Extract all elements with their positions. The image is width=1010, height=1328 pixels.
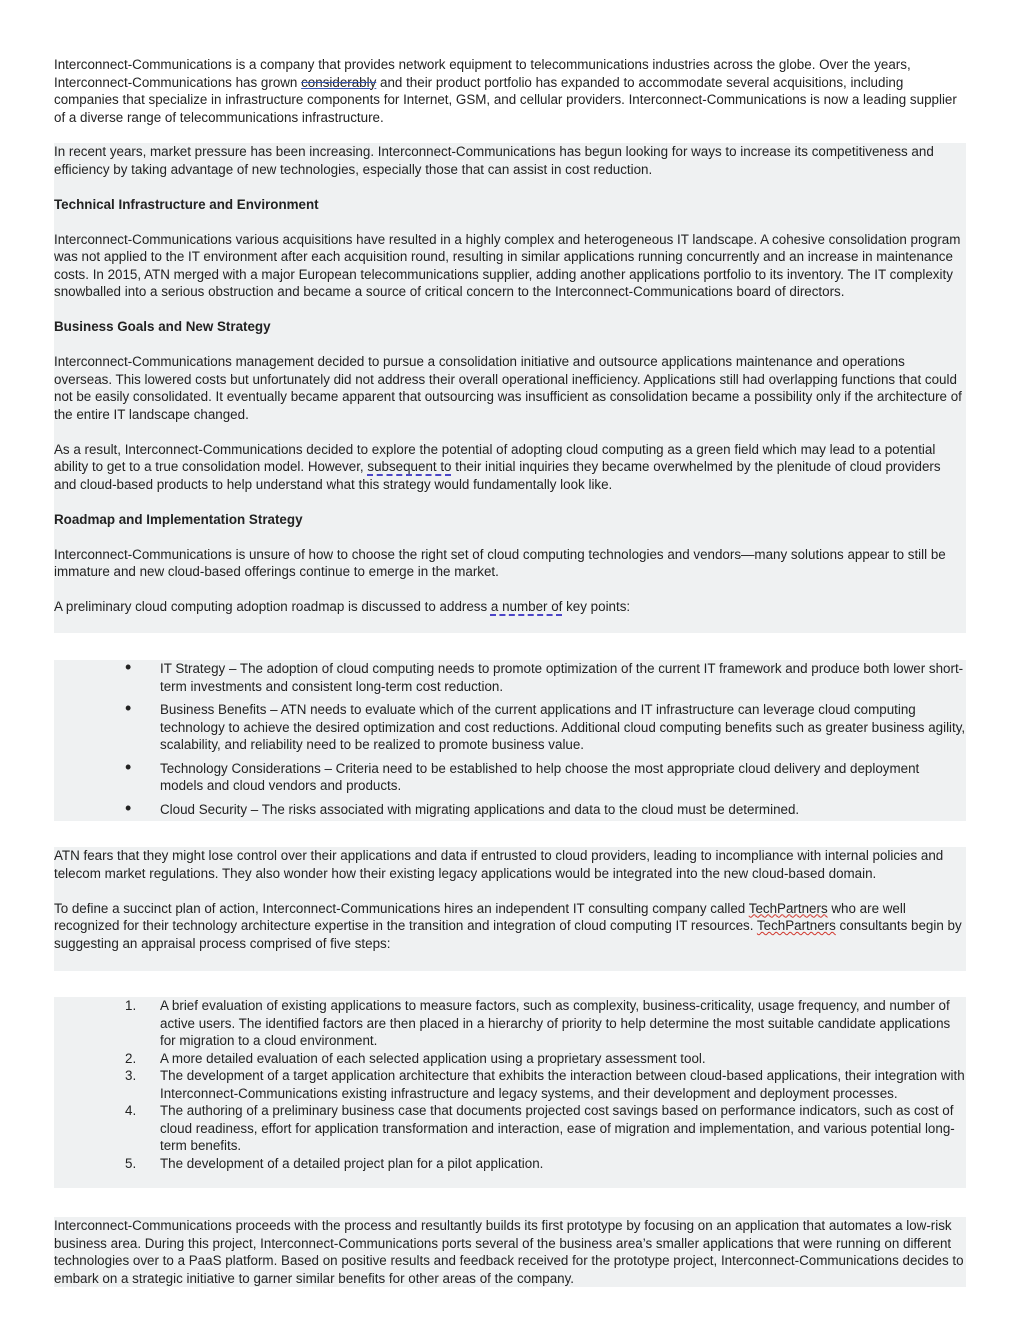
goals-paragraph-1: Interconnect-Communications management decided to pursue a consolidation initiative and outsource applications maintenance and operations overseas. This lowered costs but unfortunately did not address their overall operational inefficiency. Applications still had overlapping functions that could not be easily consolidated. It eventually became apparent that outsourcing was insufficient as consolidation became a possibility only if the architecture of the entire IT landscape changed. bbox=[54, 354, 962, 422]
list-item bbox=[54, 1067, 966, 1102]
grammar-suggestion[interactable]: a number of bbox=[490, 599, 563, 614]
step-number: 1. bbox=[125, 998, 137, 1013]
goals-text-a: As a result, Interconnect-Communications decided to explore the potential of adopting cloud computing as a green field which may lead to a potential ability to get to a true consolidation model. However, bbox=[54, 441, 936, 474]
bullet-icon: • bbox=[125, 698, 132, 718]
steps-list bbox=[54, 997, 966, 1172]
list-item bbox=[54, 1155, 966, 1173]
closing-section bbox=[54, 1217, 966, 1287]
spelling-error[interactable]: TechPartners bbox=[756, 918, 836, 933]
list-item bbox=[54, 1050, 966, 1068]
roadmap-text-b: key points: bbox=[562, 599, 631, 614]
bullet-icon: • bbox=[125, 797, 132, 818]
bullet-icon: • bbox=[125, 657, 132, 677]
concerns-text-b: who are well recognized for their technology architecture expertise in the transition and integration of cloud computing IT resources. bbox=[54, 900, 906, 933]
roadmap-paragraph-2 bbox=[54, 598, 966, 616]
list-item bbox=[54, 756, 966, 795]
step-number: 4. bbox=[125, 1103, 137, 1118]
goals-text-b: their initial inquiries they became overwhelmed by the plenitude of cloud providers and cloud-based products to help understand what this strategy would fundamentally look like. bbox=[54, 459, 941, 492]
grammar-suggestion[interactable]: subsequent to bbox=[367, 459, 452, 474]
list-item bbox=[54, 698, 966, 754]
bullet-icon: • bbox=[125, 756, 132, 777]
roadmap-paragraph-1: Interconnect-Communications is unsure of how to choose the right set of cloud computing technologies and vendors—many solutions appear to still be immature and new cloud-based offerings continue to emerge in the market. bbox=[54, 546, 946, 579]
step-number: 3. bbox=[125, 1068, 137, 1083]
technical-paragraph: Interconnect-Communications various acquisitions have resulted in a highly complex and heterogeneous IT landscape. A cohesive consolidation program was not applied to the IT environment after each acquisition round, resulting in similar applications running concurrently and an increase in maintenance costs. In 2015, ATN merged with a major European telecommunications supplier, adding another applications portfolio to its inventory. The IT complexity snowballed into a serious obstruction and became a source of critical concern to the Interconnect-Communications board of directors. bbox=[54, 231, 961, 299]
concerns-section bbox=[54, 847, 966, 971]
list-item-text: A brief evaluation of existing applications to measure factors, such as complexity, business-criticality, usage frequency, and number of active users. The identified factors are then placed in a hierarchy of priority to help determine the most suitable candidate applications for migration to a cloud environment. bbox=[160, 998, 951, 1048]
list-item-text: Technology Considerations – Criteria need to be established to help choose the most appropriate cloud delivery and deployment models and cloud vendors and products. bbox=[160, 760, 920, 793]
heading-business-goals: Business Goals and New Strategy bbox=[54, 319, 271, 334]
key-points-section bbox=[54, 657, 966, 821]
concerns-paragraph-1: ATN fears that they might lose control over their applications and data if entrusted to cloud providers, leading to incompliance with internal policies and telecom market regulations. They also wonder how their existing legacy applications would be integrated into the new cloud-based domain. bbox=[54, 848, 944, 881]
intro-paragraph-1 bbox=[54, 56, 966, 126]
main-section bbox=[54, 143, 966, 633]
list-item bbox=[54, 797, 966, 819]
concerns-paragraph-2 bbox=[54, 900, 966, 953]
list-item-text: The development of a detailed project plan for a pilot application. bbox=[160, 1155, 544, 1171]
list-item-text: Business Benefits – ATN needs to evaluate which of the current applications and IT infrastructure can leverage cloud computing technology to achieve the desired optimization and cost reductions. Additional cloud computing benefits such as greater business agility, scalability, and reliability need to be realized to promote business value. bbox=[160, 702, 966, 752]
list-item-text: A more detailed evaluation of each selected application using a proprietary assessment tool. bbox=[160, 1050, 706, 1066]
heading-technical-infrastructure: Technical Infrastructure and Environment bbox=[54, 196, 319, 212]
step-number: 2. bbox=[125, 1050, 137, 1066]
key-points-list bbox=[54, 657, 966, 818]
spelling-error[interactable]: TechPartners bbox=[748, 900, 828, 916]
list-item bbox=[54, 997, 966, 1050]
concerns-text-a: To define a succinct plan of action, Interconnect-Communications hires an independent IT consulting company called bbox=[54, 900, 749, 916]
list-item-text: Cloud Security – The risks associated with migrating applications and data to the cloud must be determined. bbox=[160, 801, 800, 817]
concerns-text-c: consultants begin by suggesting an appraisal process comprised of five steps: bbox=[54, 918, 962, 951]
step-number: 5. bbox=[125, 1155, 137, 1171]
list-item bbox=[54, 1102, 966, 1155]
list-item-text: The authoring of a preliminary business case that documents projected cost savings based on performance indicators, such as cost of cloud readiness, effort for application transformation and interaction, ease of migration and implementation, and various potential long-term benefits. bbox=[160, 1103, 955, 1153]
intro-paragraph-2: In recent years, market pressure has been increasing. Interconnect-Communications has begun looking for ways to increase its competitiveness and efficiency by taking advantage of new technologies, especially those that can assist in cost reduction. bbox=[54, 144, 934, 177]
intro-text-a: Interconnect-Communications is a company that provides network equipment to telecommunications industries across the globe. Over the years, Interconnect-Communications has grown bbox=[54, 57, 911, 90]
heading-roadmap: Roadmap and Implementation Strategy bbox=[54, 511, 303, 527]
list-item bbox=[54, 657, 966, 695]
intro-text-b: and their product portfolio has expanded to accommodate several acquisitions, including companies that specialize in infrastructure components for Internet, GSM, and cellular providers. Interconnect-Communications is now a leading supplier of a diverse range of telecommunications infrastructure. bbox=[54, 74, 957, 125]
closing-paragraph: Interconnect-Communications proceeds with the process and resultantly builds its first prototype by focusing on an application that automates a low-risk business area. During this project, Interconnect-Communications ports several of the business area’s smaller applications that were running on different technologies over to a PaaS platform. Based on positive results and feedback received for the prototype project, Interconnect-Communications decides to embark on a strategic initiative to garner similar benefits for other areas of the company. bbox=[54, 1218, 964, 1286]
list-item-text: IT Strategy – The adoption of cloud computing needs to promote optimization of the current IT framework and produce both lower short-term investments and consistent long-term cost reduction. bbox=[160, 661, 964, 694]
steps-section bbox=[54, 997, 966, 1188]
tracked-deletion[interactable]: considerably bbox=[301, 74, 377, 90]
roadmap-text-a: A preliminary cloud computing adoption roadmap is discussed to address bbox=[54, 599, 491, 614]
goals-paragraph-2 bbox=[54, 441, 966, 494]
list-item-text: The development of a target application architecture that exhibits the interaction between cloud-based applications, their integration with Interconnect-Communications existing infrastructure and legacy systems, and their development and deployment processes. bbox=[160, 1068, 965, 1101]
